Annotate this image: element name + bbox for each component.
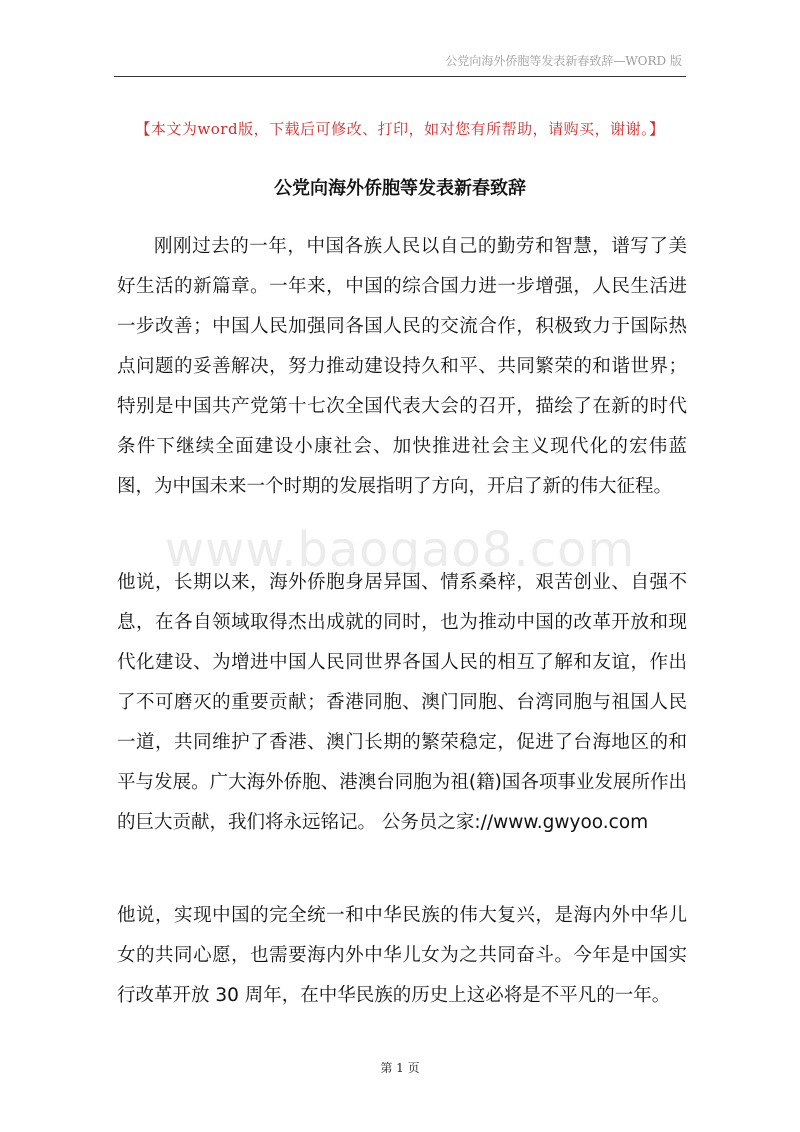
watermark: www.baogao8.com [164,522,636,578]
purchase-notice: 【本文为word版，下载后可修改、打印，如对您有所帮助，请购买，谢谢。】 [135,120,665,138]
document-title: 公党向海外侨胞等发表新春致辞 [274,178,526,199]
header-divider [114,76,686,77]
paragraph-2: 他说，长期以来，海外侨胞身居异国、情系桑梓，艰苦创业、自强不息，在各自领域取得杰出成就的同时，也为推动中国的改革开放和现代化建设、为增进中国人民同世界各国人民的相互了解和友谊，作出了不可磨灭的重要贡献；香港同胞、澳门同胞、台湾同胞与祖国人民一道，共同维护了香港、澳门长期的繁荣稳定，促进了台海地区的和平与发展。广大海外侨胞、港澳台同胞为祖(籍)国各项事业发展所作出的巨大贡献，我们将永远铭记。 公务员之家://www.gwyoo.com [117,572,687,833]
page-number: 第 1 页 [380,1061,420,1075]
paragraph-1: 刚刚过去的一年，中国各族人民以自己的勤劳和智慧，谱写了美好生活的新篇章。一年来，中国的综合国力进一步增强，人民生活进一步改善；中国人民加强同各国人民的交流合作，积极致力于国际热点问题的妥善解决，努力推动建设持久和平、共同繁荣的和谐世界；特别是中国共产党第十七次全国代表大会的召开，描绘了在新的时代条件下继续全面建设小康社会、加快推进社会主义现代化的宏伟蓝图，为中国未来一个时期的发展指明了方向，开启了新的伟大征程。 [117,236,687,497]
running-header: 公党向海外侨胞等发表新春致辞—WORD 版 [445,54,682,68]
paragraph-3: 他说，实现中国的完全统一和中华民族的伟大复兴，是海内外中华儿女的共同心愿，也需要海内外中华儿女为之共同奋斗。今年是中国实行改革开放 30 周年，在中华民族的历史上这必将是不平凡的一年。 [117,905,687,1006]
